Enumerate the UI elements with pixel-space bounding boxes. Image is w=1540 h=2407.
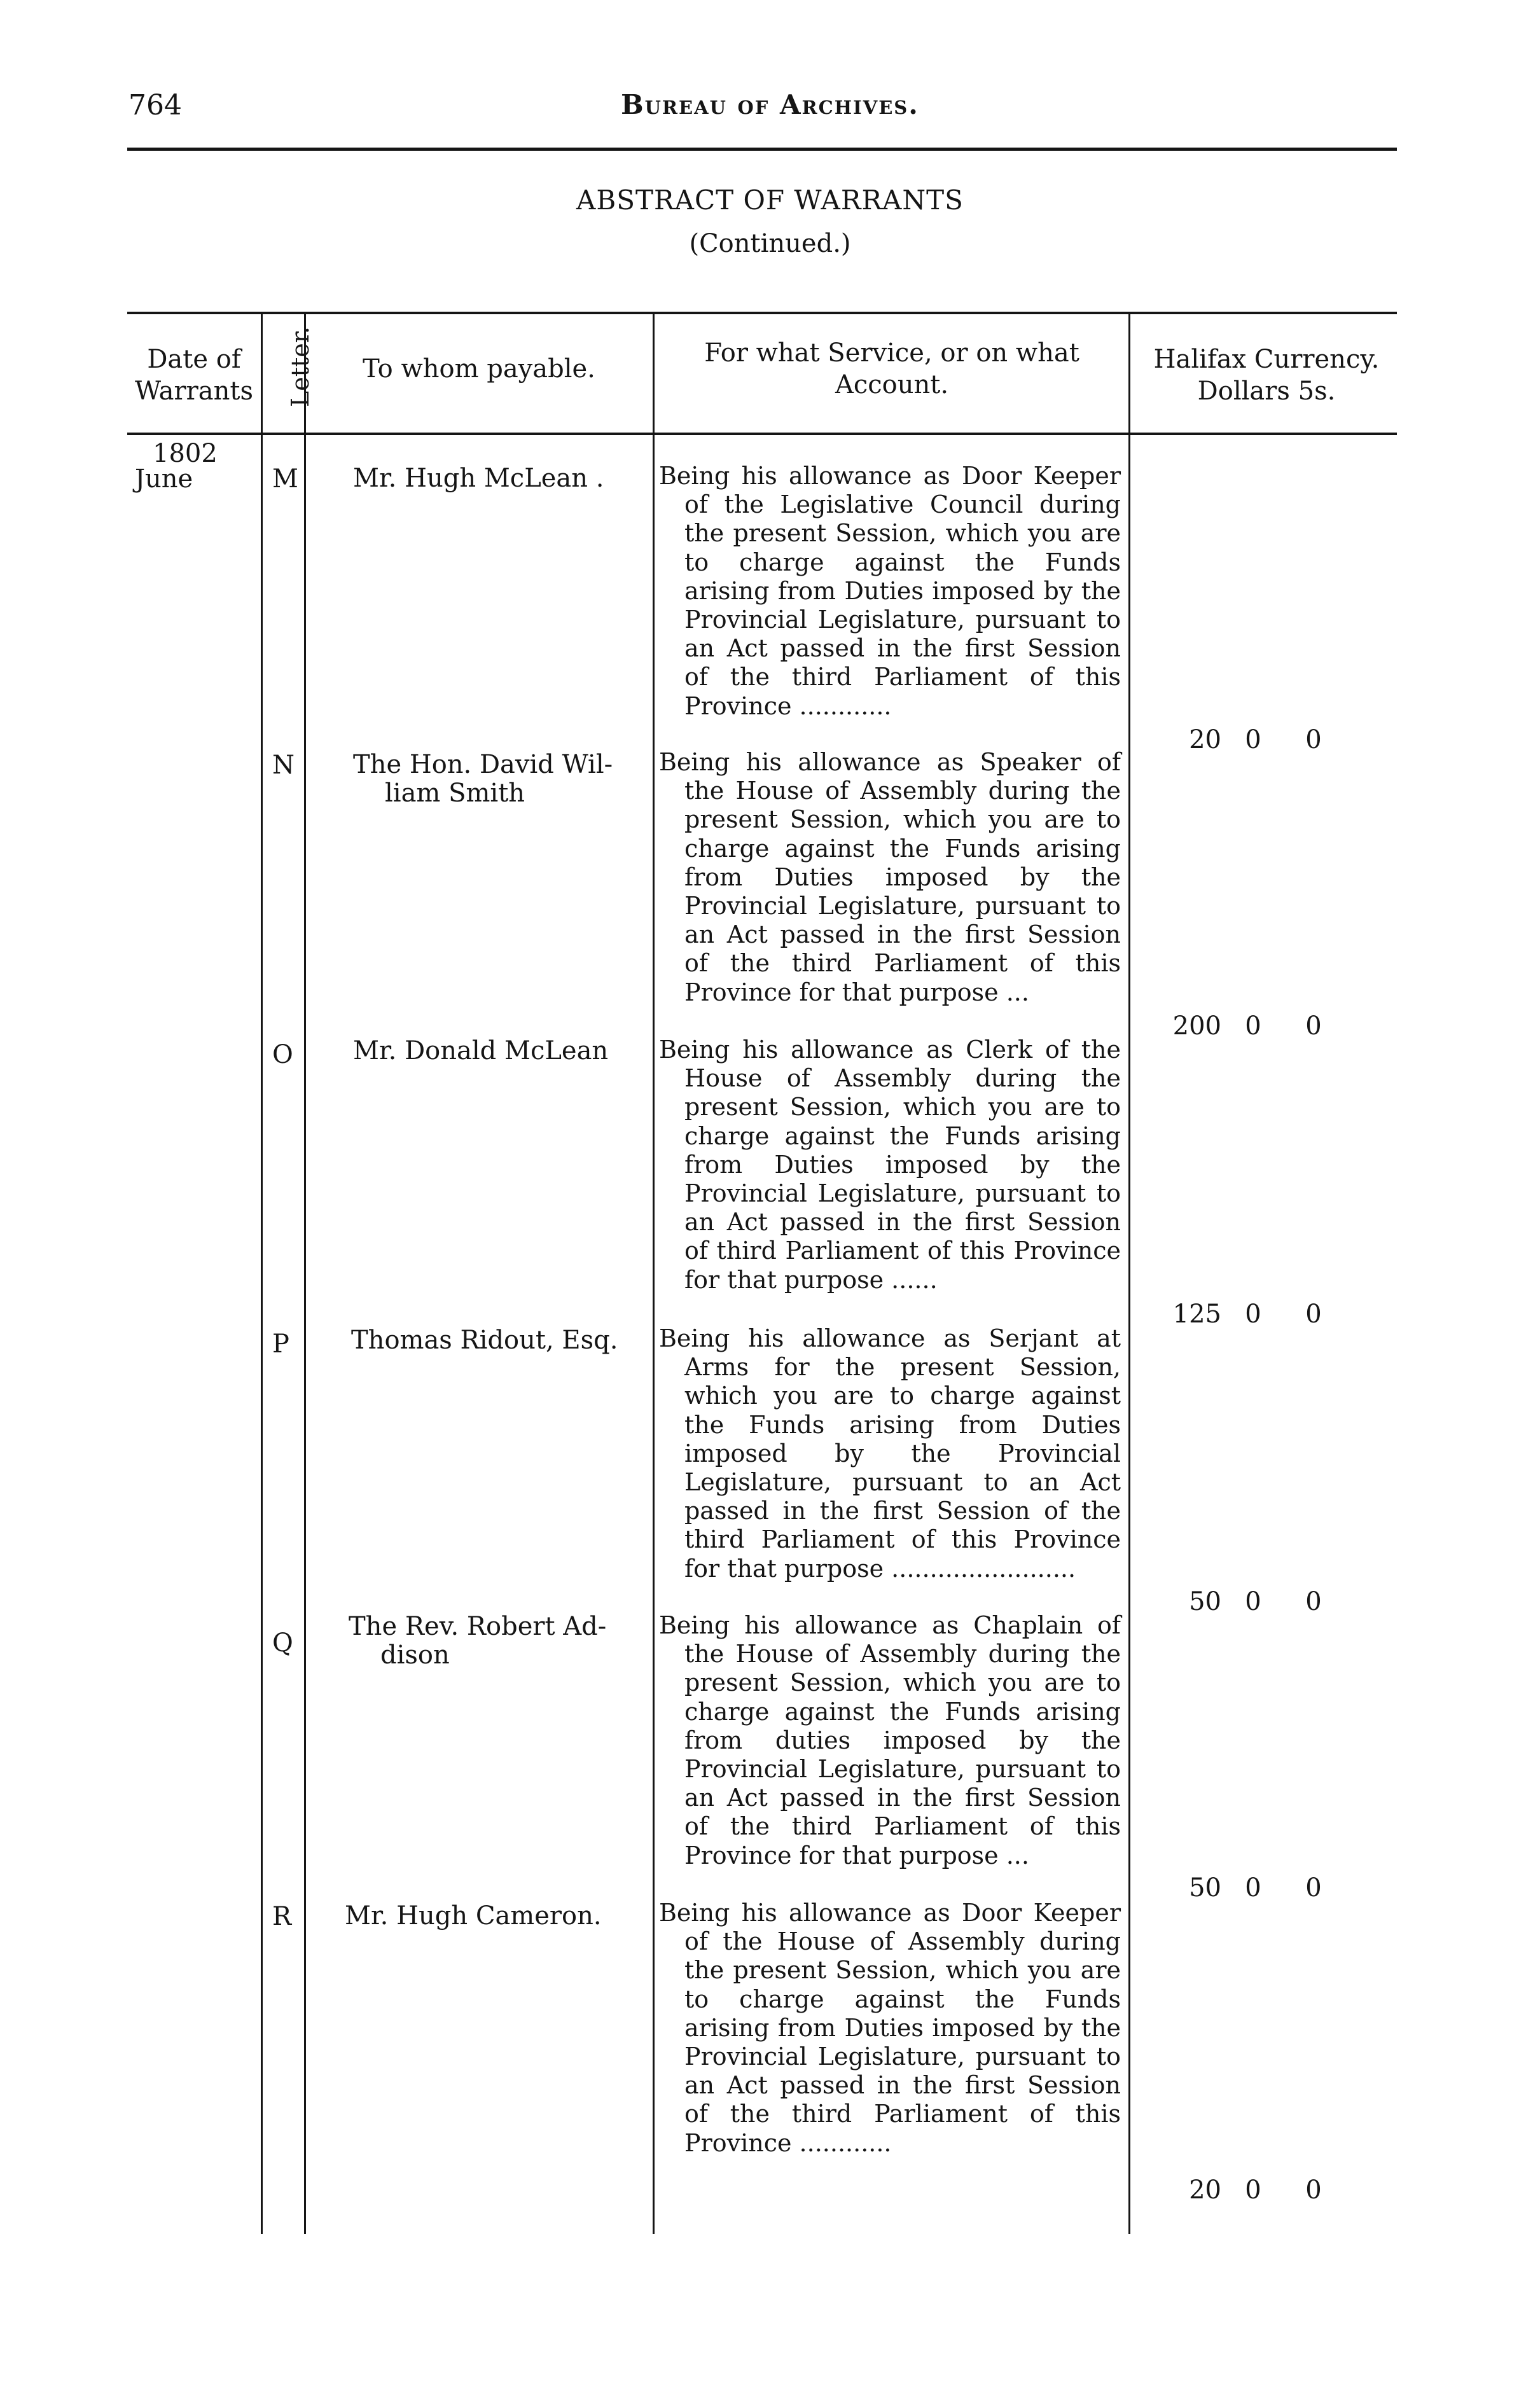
amount-r-dollars: 20	[1189, 2175, 1221, 2205]
table-top-rule	[127, 312, 1397, 314]
date-month: June	[135, 464, 193, 494]
letter-o: O	[272, 1040, 293, 1069]
payee-p	[351, 1326, 653, 1355]
payee-q-line2: dison	[380, 1641, 450, 1670]
header-service-line2: Account.	[835, 370, 949, 399]
amount-r	[1145, 2175, 1412, 2205]
payee-m-line1: Mr. Hugh McLean .	[353, 464, 604, 493]
service-o	[659, 1036, 1121, 1294]
amount-q-dollars: 50	[1189, 1873, 1221, 1903]
header-rule	[127, 148, 1397, 151]
amount-o-shillings: 0	[1245, 1300, 1261, 1329]
service-m-text: Being his allowance as Door Keeper of the Legislative Council during the present Session, which you are to charge against the Funds arising from Duties imposed by the Provincial Legislature, pursuant to an Act passed in the first Session of the third Parliament of this Province ............	[659, 462, 1121, 720]
payee-o	[353, 1037, 652, 1065]
header-payee: To whom payable.	[363, 354, 595, 384]
amount-m-dollars: 20	[1189, 725, 1221, 754]
payee-q	[349, 1613, 653, 1670]
header-letter: Letter.	[286, 326, 314, 407]
section-subtitle: (Continued.)	[689, 229, 851, 258]
header-service	[655, 337, 1128, 401]
letter-p: P	[272, 1329, 289, 1359]
payee-r-line1: Mr. Hugh Cameron.	[345, 1901, 602, 1931]
service-o-text: Being his allowance as Clerk of the House of Assembly during the present Session, which you are to charge against the Funds arising from Duties imposed by the Provincial Legislature, pursuant to an Act passed in the first Session of third Parliament of this Province for that purpose ......	[659, 1036, 1121, 1294]
service-q	[659, 1611, 1121, 1870]
payee-m	[353, 464, 652, 493]
divider-service-currency	[1128, 313, 1130, 2234]
payee-q-line1: The Rev. Robert Ad-	[349, 1612, 607, 1641]
letter-r: R	[272, 1902, 292, 1931]
service-r-text: Being his allowance as Door Keeper of the House of Assembly during the present Session, which you are to charge against the Funds arising from Duties imposed by the Provincial Legislature, pursuant to an Act passed in the first Session of the third Parliament of this Province ............	[659, 1899, 1121, 2157]
amount-n-dollars: 200	[1172, 1011, 1221, 1041]
header-date	[127, 343, 261, 407]
service-p-text: Being his allowance as Serjant at Arms for the present Session, which you are to charge against the Funds arising from Duties imposed by the Provincial Legislature, pursuant to an Act passed in the first Session of the third Parliament of this Province for that purpose ........................	[659, 1324, 1121, 1583]
amount-m-shillings: 0	[1245, 725, 1261, 754]
letter-q: Q	[272, 1628, 293, 1658]
amount-r-pence: 0	[1305, 2175, 1322, 2205]
page-number: 764	[128, 89, 182, 121]
payee-n	[353, 751, 652, 808]
amount-q-shillings: 0	[1245, 1873, 1261, 1903]
amount-p-pence: 0	[1305, 1587, 1322, 1616]
header-date-line2: Warrants	[135, 377, 253, 406]
service-m	[659, 462, 1121, 721]
amount-p-dollars: 50	[1189, 1587, 1221, 1616]
payee-o-line1: Mr. Donald McLean	[353, 1036, 609, 1065]
amount-n	[1145, 1011, 1412, 1041]
header-currency	[1130, 343, 1403, 407]
service-n	[659, 748, 1121, 1007]
divider-letter-payee	[304, 313, 306, 2234]
amount-n-pence: 0	[1305, 1011, 1322, 1041]
payee-r	[345, 1902, 653, 1931]
amount-p	[1145, 1587, 1412, 1616]
amount-m	[1145, 725, 1412, 754]
amount-r-shillings: 0	[1245, 2175, 1261, 2205]
date-year: 1802	[153, 439, 218, 468]
amount-q	[1145, 1873, 1412, 1903]
amount-o-dollars: 125	[1172, 1300, 1221, 1329]
divider-date-letter	[261, 313, 263, 2234]
running-title: Bureau of Archives.	[621, 89, 919, 120]
payee-n-line2: liam Smith	[385, 779, 525, 808]
section-title: ABSTRACT OF WARRANTS	[576, 184, 964, 216]
letter-n: N	[272, 751, 295, 780]
running-head	[0, 89, 1540, 127]
amount-o	[1145, 1300, 1412, 1329]
amount-o-pence: 0	[1305, 1300, 1322, 1329]
service-n-text: Being his allowance as Speaker of the House of Assembly during the present Session, which you are to charge against the Funds arising from Duties imposed by the Provincial Legislature, pursuant to an Act passed in the first Session of the third Parliament of this Province for that purpose ...	[659, 748, 1121, 1006]
divider-payee-service	[653, 313, 655, 2234]
payee-n-line1: The Hon. David Wil-	[353, 750, 613, 779]
letter-m: M	[272, 464, 298, 494]
amount-p-shillings: 0	[1245, 1587, 1261, 1616]
header-currency-line1: Halifax Currency.	[1153, 345, 1380, 374]
header-currency-line2: Dollars 5s.	[1197, 377, 1336, 406]
header-service-line1: For what Service, or on what	[704, 338, 1079, 368]
service-p	[659, 1324, 1121, 1583]
amount-m-pence: 0	[1305, 725, 1322, 754]
table-header-rule	[127, 433, 1397, 435]
amount-n-shillings: 0	[1245, 1011, 1261, 1041]
service-r	[659, 1899, 1121, 2158]
service-q-text: Being his allowance as Chaplain of the House of Assembly during the present Session, which you are to charge against the Funds arising from duties imposed by the Provincial Legislature, pursuant to an Act passed in the first Session of the third Parliament of this Province for that purpose ...	[659, 1611, 1121, 1869]
payee-p-line1: Thomas Ridout, Esq.	[351, 1326, 618, 1355]
header-date-line1: Date of	[147, 345, 241, 374]
amount-q-pence: 0	[1305, 1873, 1322, 1903]
